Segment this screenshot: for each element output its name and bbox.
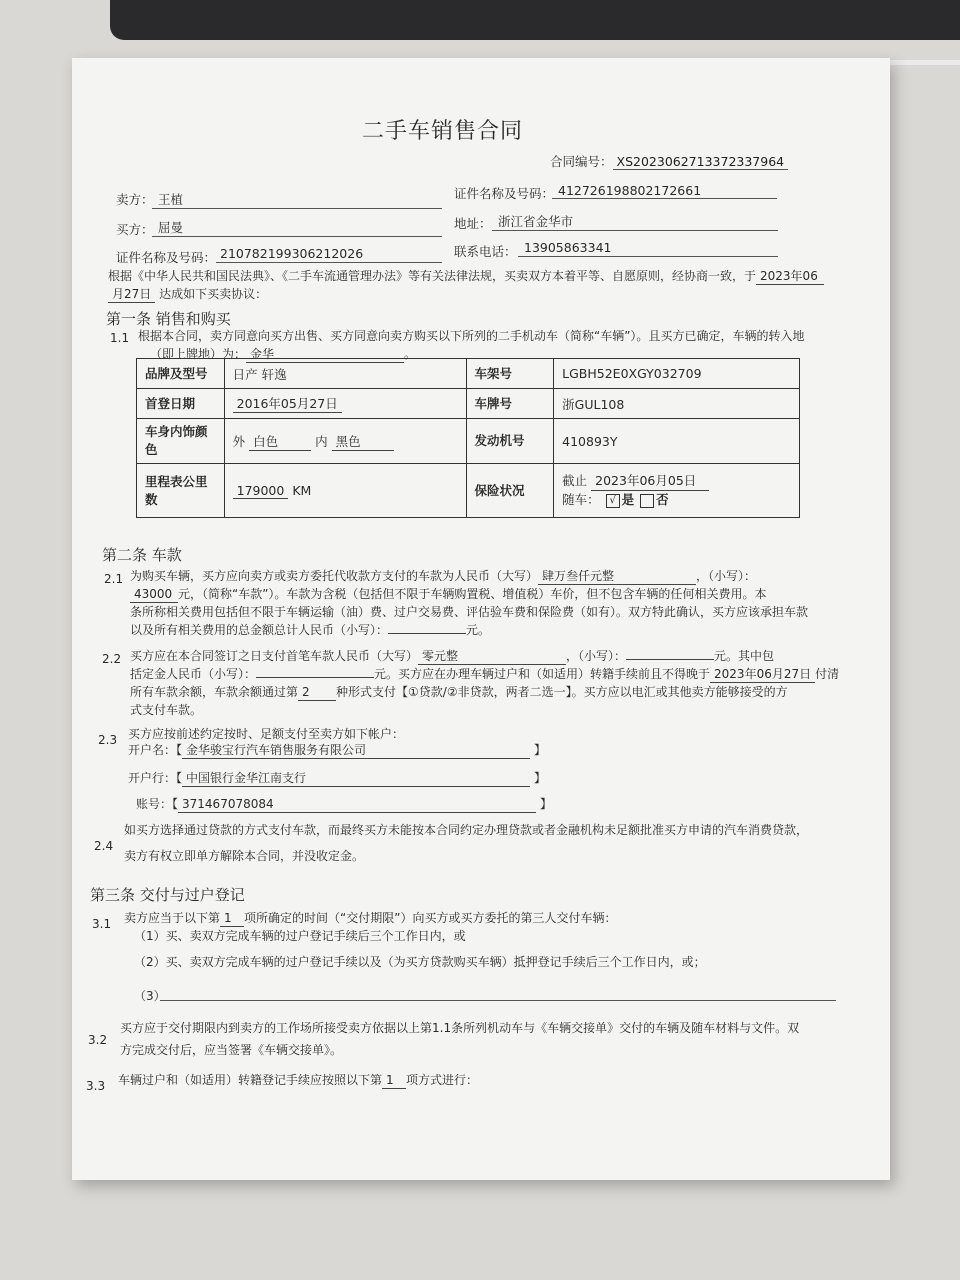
payment-method-choice: 2 bbox=[298, 684, 336, 701]
buyer-label: 买方： bbox=[116, 222, 154, 237]
contract-number-value: XS2023062713372337964 bbox=[613, 154, 789, 170]
interior-color: 黑色 bbox=[332, 432, 394, 451]
clause-2-1-line1: 为购买车辆，买方应向卖方或卖方委托代收款方支付的车款为人民币（大写） 肆万叁仟元整 ，（小写）： bbox=[130, 569, 757, 583]
vehicle-table bbox=[136, 358, 800, 518]
contract-number: 合同编号： XS2023062713372337964 bbox=[550, 154, 788, 170]
clause-1-1-text1: 根据本合同，卖方同意向买方出售、买方同意向卖方购买以下所列的二手机动车（简称“车辆”）。且买方已确定，车辆的转入地 bbox=[138, 329, 805, 343]
delivery-option-1: （1）买、卖双方完成车辆的过户登记手续后三个工作日内，或 bbox=[134, 929, 466, 943]
preamble-line1: 根据《中华人民共和国民法典》、《二手车流通管理办法》等有关法律法规，买卖双方本着平等、自愿原则，经协商一致，于 2023年06 bbox=[108, 268, 824, 285]
clause-2-4-line2: 卖方有权立即单方解除本合同，并没收定金。 bbox=[124, 849, 365, 863]
buyer-phone-value: 13905863341 bbox=[524, 240, 612, 255]
clause-3-1-text: 卖方应当于以下第 1 项所确定的时间（“交付期限”）向买方或买方委托的第三人交付车辆： bbox=[124, 911, 617, 925]
account-bank-row: 开户行：【 中国银行金华江南支行 】 bbox=[128, 771, 547, 785]
delivery-option-3: （3） bbox=[134, 989, 166, 1003]
first-payment-uppercase: 零元整 bbox=[418, 648, 566, 665]
vin-value: LGBH52E0XGY032709 bbox=[554, 359, 800, 389]
clause-3-2-number: 3.2 bbox=[88, 1033, 108, 1047]
price-uppercase: 肆万叁仟元整 bbox=[538, 568, 696, 585]
reg-date-cell bbox=[224, 389, 466, 419]
clause-2-3-text: 买方应按前述约定按时、足额支付至卖方如下帐户： bbox=[128, 727, 405, 741]
seller-name: 王植 bbox=[158, 192, 184, 207]
article3-heading: 第三条 交付与过户登记 bbox=[90, 886, 245, 904]
plate-value: 浙GUL108 bbox=[554, 389, 800, 419]
balance-deadline: 2023年06月27日 bbox=[710, 666, 815, 683]
seller-label: 卖方： bbox=[116, 192, 154, 207]
clause-3-2-line2: 方完成交付后，应当签署《车辆交接单》。 bbox=[120, 1043, 343, 1057]
article2-heading: 第二条 车款 bbox=[102, 546, 182, 564]
reg-date-label: 首登日期 bbox=[137, 389, 225, 419]
clause-2-3-number: 2.3 bbox=[98, 733, 118, 747]
account-number-row: 账号：【 371467078084 】 bbox=[136, 797, 553, 811]
color-label: 车身内饰颜色 bbox=[137, 419, 225, 464]
engine-label: 发动机号 bbox=[466, 419, 554, 464]
buyer-address-value: 浙江省金华市 bbox=[498, 214, 574, 229]
delivery-option-2: （2）买、卖双方完成车辆的过户登记手续以及（为买方贷款购买车辆）抵押登记手续后三个工作日内，或； bbox=[134, 955, 706, 969]
clause-3-3-number: 3.3 bbox=[86, 1079, 106, 1093]
account-number: 371467078084 bbox=[178, 796, 536, 813]
clause-3-2-line1: 买方应于交付期限内到卖方的工作场所接受卖方依据以上第1.1条所列机动车与《车辆交接单》交付的车辆及随车材料与文件。双 bbox=[120, 1021, 800, 1035]
preamble-line2: 月27日 达成如下买卖协议： bbox=[108, 286, 267, 303]
clause-2-2-line2: 括定金人民币（小写）： 元。买方应在办理车辆过户和（如适用）转籍手续前且不得晚于 2023年06月27日 付清 bbox=[130, 667, 840, 681]
seller-id-label: 证件名称及号码： bbox=[454, 186, 555, 201]
buyer-id-label: 证件名称及号码： bbox=[116, 250, 217, 265]
seller-id-value: 412726198802172661 bbox=[558, 183, 702, 198]
clause-2-1-number: 2.1 bbox=[104, 572, 124, 586]
delivery-choice: 1 bbox=[220, 910, 244, 927]
buyer-phone-label: 联系电话： bbox=[454, 244, 517, 259]
mileage-value: 179000 bbox=[233, 483, 289, 499]
clause-2-1-line3: 条所称相关费用包括但不限于车辆运输（油）费、过户交易费、评估验车费和保险费（如有）。双方特此确认，买方应该承担车款 bbox=[130, 605, 809, 619]
reg-date-value: 2016年05月27日 bbox=[233, 394, 342, 413]
clause-3-3-text: 车辆过户和（如适用）转籍登记手续应按照以下第 1 项方式进行： bbox=[118, 1073, 479, 1087]
brand-value: 日产 轩逸 bbox=[224, 359, 466, 389]
mileage-cell: 179000 KM bbox=[224, 464, 466, 518]
insurance-label: 保险状况 bbox=[466, 464, 554, 518]
color-cell: 外 白色 内 黑色 bbox=[224, 419, 466, 464]
clause-1-1-text2: （即上牌地）为： 金华 。 bbox=[150, 347, 417, 361]
brand-label: 品牌及型号 bbox=[137, 359, 225, 389]
vin-label: 车架号 bbox=[466, 359, 554, 389]
clause-3-1-number: 3.1 bbox=[92, 917, 112, 931]
clause-2-4-number: 2.4 bbox=[94, 839, 114, 853]
insurance-until: 2023年06月05日 bbox=[591, 472, 709, 491]
clause-2-2-line4: 式支付车款。 bbox=[130, 703, 203, 717]
account-name-row: 开户名：【 金华骏宝行汽车销售服务有限公司 】 bbox=[128, 743, 547, 757]
article1-heading: 第一条 销售和购买 bbox=[106, 310, 231, 328]
insurance-cell: 截止 2023年06月05日 随车： √ 是 否 bbox=[554, 464, 800, 518]
exterior-color: 白色 bbox=[249, 432, 311, 451]
insurance-yes-checkbox: √ bbox=[606, 494, 620, 508]
page-title: 二手车销售合同 bbox=[362, 119, 524, 144]
contract-page bbox=[72, 58, 890, 1180]
clause-2-2-number: 2.2 bbox=[102, 652, 122, 666]
clause-2-1-line2: 43000 元，（简称“车款”）。车款为含税（包括但不限于车辆购置税、增值税）车价，但不包含车辆的任何相关费用。本 bbox=[130, 586, 766, 603]
engine-value: 410893Y bbox=[554, 419, 800, 464]
clause-2-1-line4: 以及所有相关费用的总金额总计人民币（小写）： 元。 bbox=[130, 623, 491, 637]
buyer-id-value: 210782199306212026 bbox=[220, 246, 364, 261]
mileage-label: 里程表公里数 bbox=[137, 464, 225, 518]
transfer-place: 金华 bbox=[246, 346, 404, 363]
price-amount: 43000 bbox=[130, 586, 178, 603]
plate-label: 车牌号 bbox=[466, 389, 554, 419]
clause-2-2-line1: 买方应在本合同签订之日支付首笔车款人民币（大写） 零元整 ，（小写）： 元。其中包 bbox=[130, 649, 775, 663]
buyer-address-label: 地址： bbox=[454, 216, 492, 231]
transfer-method-choice: 1 bbox=[382, 1072, 406, 1089]
clause-2-2-line3: 所有车款余额，车款余额通过第 2 种形式支付【①贷款/②非贷款，两者二选一】。买方应以电汇或其他卖方能够接受的方 bbox=[130, 685, 788, 699]
account-name: 金华骏宝行汽车销售服务有限公司 bbox=[182, 742, 530, 759]
clause-1-1-number: 1.1 bbox=[110, 331, 130, 345]
insurance-no-checkbox bbox=[640, 494, 654, 508]
clause-2-4-line1: 如买方选择通过贷款的方式支付车款，而最终买方未能按本合同约定办理贷款或者金融机构未足额批准买方申请的汽车消费贷款， bbox=[124, 823, 809, 837]
keyboard bbox=[110, 0, 960, 40]
buyer-name: 屈曼 bbox=[158, 220, 184, 235]
account-bank: 中国银行金华江南支行 bbox=[182, 770, 530, 787]
